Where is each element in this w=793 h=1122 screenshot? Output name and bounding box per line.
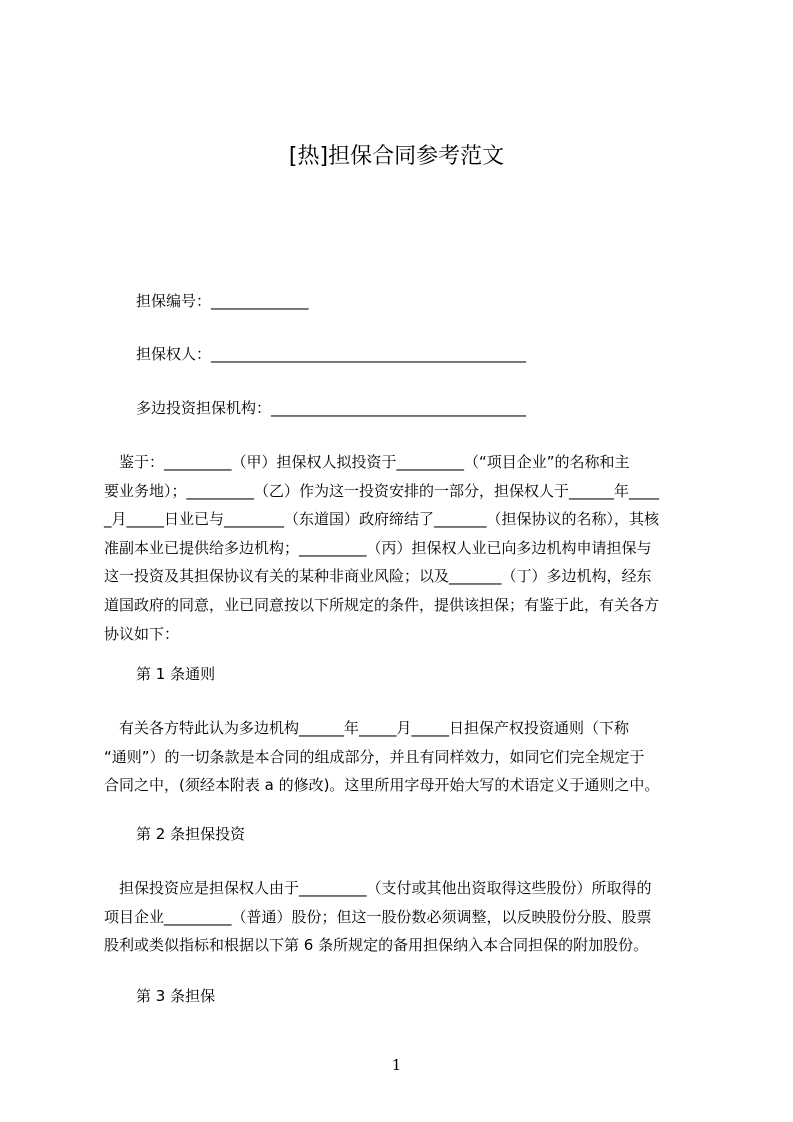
document-title: [热]担保合同参考范文 bbox=[288, 144, 505, 169]
article-2-heading: 第 2 条担保投资 bbox=[136, 825, 246, 843]
recitals-line: _月_____日业已与________（东道国）政府缔结了_______（担保协议的名称），其核 bbox=[104, 510, 660, 529]
article-2-line: 项目企业_________（普通）股份；但这一股份数必须调整，以反映股份分股、股票 bbox=[104, 907, 652, 926]
recitals-line: 道国政府的同意，业已同意按以下所规定的条件，提供该担保；有鉴于此，有关各方 bbox=[104, 595, 660, 614]
page-number: 1 bbox=[391, 1056, 402, 1074]
article-1-line: “通则”）的一切条款是本合同的组成部分，并且有同样效力，如同它们完全规定于 bbox=[104, 747, 645, 766]
recitals-line: 协议如下： bbox=[104, 624, 180, 643]
article-2-line: 股利或类似指标和根据以下第 6 条所规定的备用担保纳入本合同担保的附加股份。 bbox=[104, 936, 649, 955]
agency-field: 多边投资担保机构：__________________________________ bbox=[136, 399, 527, 417]
recitals-paragraph bbox=[104, 448, 702, 648]
article-1-paragraph bbox=[104, 714, 702, 800]
recitals-line: 准副本业已提供给多边机构；_________（丙）担保权人业已向多边机构申请担保与 bbox=[104, 538, 652, 557]
guarantee-holder-field: 担保权人：__________________________________________ bbox=[136, 345, 527, 363]
article-2-paragraph bbox=[104, 874, 702, 960]
article-3-heading: 第 3 条担保 bbox=[136, 987, 216, 1005]
article-1-line: 合同之中，(须经本附表 a 的修改)。这里所用字母开始大写的术语定义于通则之中。 bbox=[104, 776, 660, 795]
recitals-line: 这一投资及其担保协议有关的某种非商业风险；以及_______（丁）多边机构，经东 bbox=[104, 567, 652, 586]
article-1-heading: 第 1 条通则 bbox=[136, 665, 216, 683]
article-1-line: 有关各方特此认为多边机构______年_____月_____日担保产权投资通则（下称 bbox=[104, 719, 630, 737]
article-2-line: 担保投资应是担保权人由于_________（支付或其他出资取得这些股份）所取得的 bbox=[104, 879, 652, 897]
recitals-line: 要业务地）；_________（乙）作为这一投资安排的一部分，担保权人于______年____ bbox=[104, 481, 660, 500]
recitals-line: 鉴于：_________（甲）担保权人拟投资于_________（“项目企业”的名称和主 bbox=[104, 453, 630, 471]
guarantee-number-field: 担保编号：_____________ bbox=[136, 292, 309, 310]
